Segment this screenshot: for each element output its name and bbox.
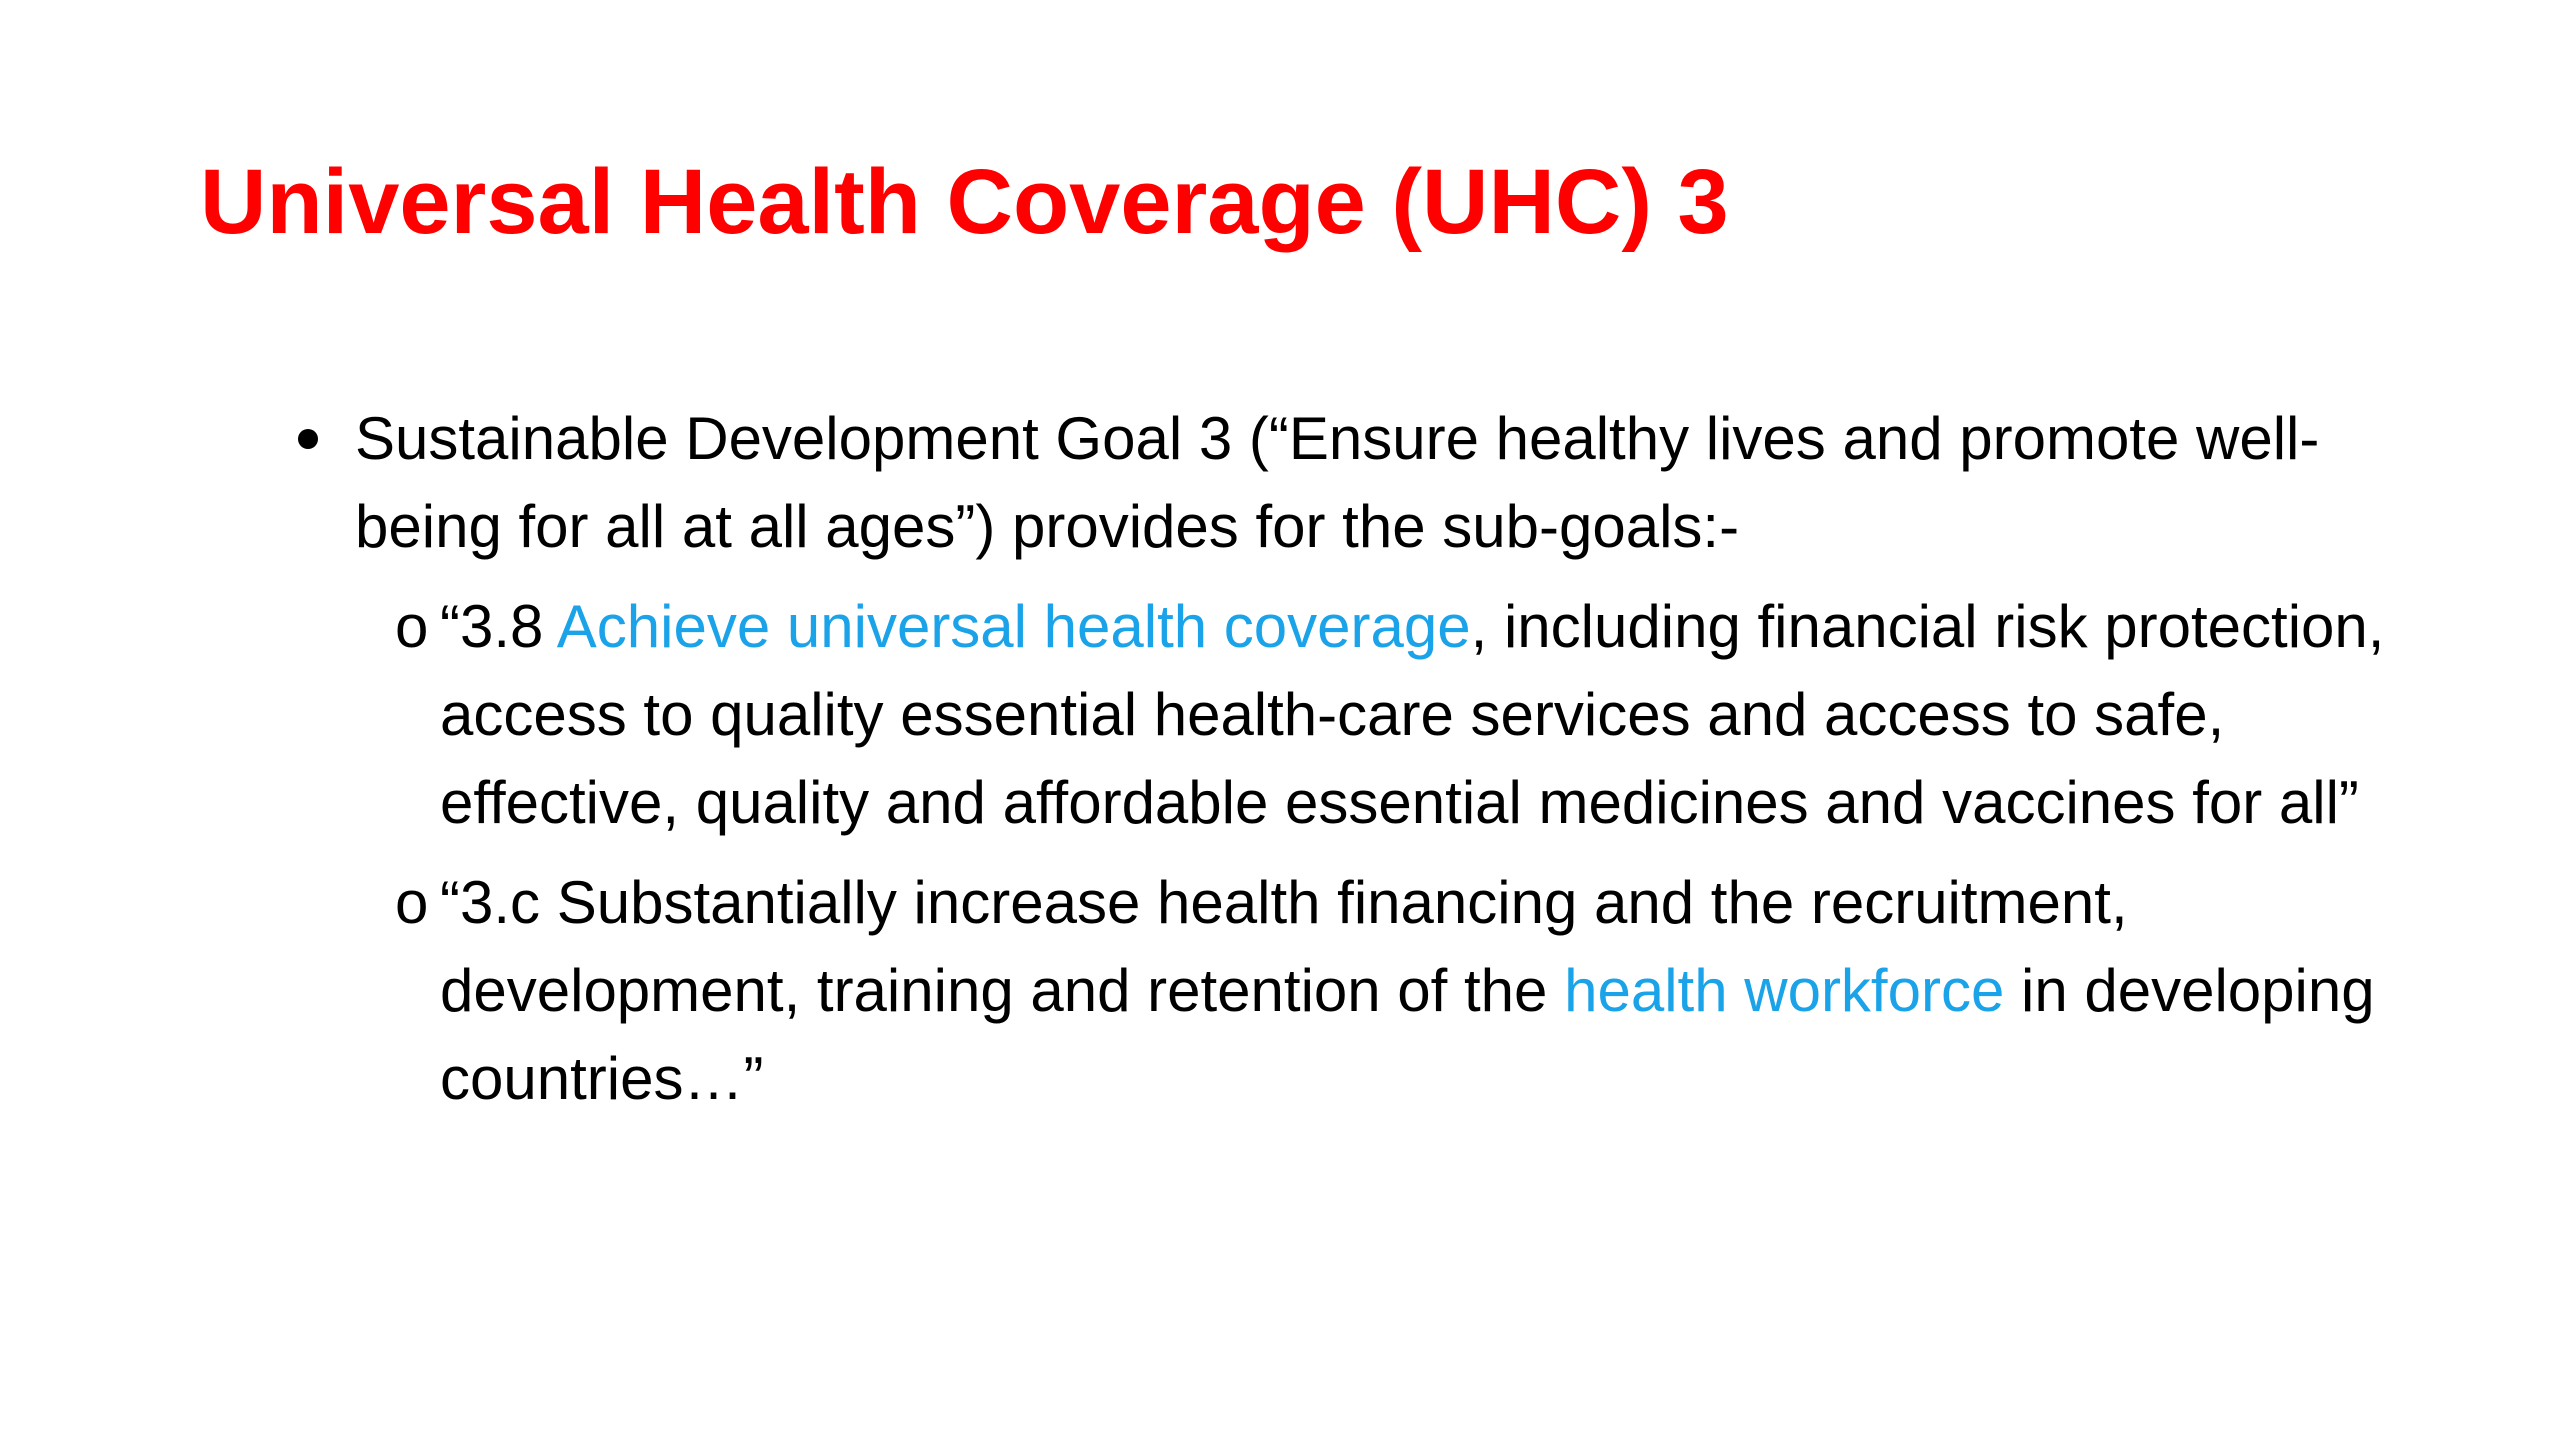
- main-bullet-text: Sustainable Development Goal 3 (“Ensure healthy lives and promote well-being for all at all ages”) provides for the sub-goals:-: [355, 405, 2320, 560]
- health-workforce-link[interactable]: health workforce: [1564, 957, 2005, 1024]
- sub-bullet-prefix: “3.c Substantially increase health financing and the recruitment, development, training and retention of the: [440, 869, 2128, 1024]
- sub-bullet-prefix: “3.8: [440, 593, 557, 660]
- sub-bullet-3-c: [290, 859, 2420, 1123]
- sub-bullet-3-8: [290, 583, 2420, 847]
- sub-bullet-suffix: , including financial risk protection, access to quality essential health-care services and access to safe, effective, quality and affordable essential medicines and vaccines for all”: [440, 593, 2385, 836]
- main-bullet: [290, 395, 2420, 571]
- hollow-circle-bullet-icon: o: [395, 869, 429, 936]
- filled-circle-bullet-icon: [298, 429, 318, 449]
- slide-content: [290, 395, 2420, 1123]
- slide-title: Universal Health Coverage (UHC) 3: [200, 151, 1729, 253]
- achieve-uhc-link[interactable]: Achieve universal health coverage: [556, 593, 1471, 660]
- hollow-circle-bullet-icon: o: [395, 593, 429, 660]
- sub-bullet-suffix: in developing countries…”: [440, 957, 2375, 1112]
